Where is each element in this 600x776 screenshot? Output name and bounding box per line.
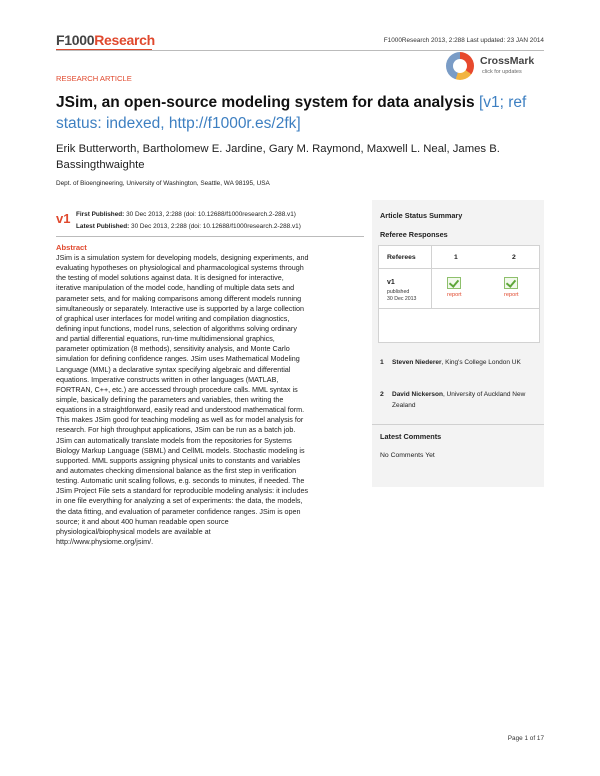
abstract-line: http://www.physiome.org/jsim/. — [56, 536, 154, 546]
logo-research-text: Research — [94, 32, 155, 48]
crossmark-subtitle: click for updates — [482, 69, 522, 75]
referee-responses-heading: Referee Responses — [380, 230, 448, 239]
referee-1-entry — [392, 357, 542, 368]
abstract-line: parameter sets, and for making comparisons among different models running — [56, 293, 302, 303]
referee-1-column-header: 1 — [454, 254, 458, 261]
abstract-line: iterative manipulation of the model code, handling of multiple data sets and — [56, 283, 295, 293]
abstract-line: FORTRAN, C++, etc.) are accessed through procedure calls. MML syntax is — [56, 384, 298, 394]
article-type-label: RESEARCH ARTICLE — [56, 74, 132, 83]
abstract-line: Biology Markup Language (SBML) and CellML models. Stochastic modeling is — [56, 445, 305, 455]
abstract-line: and automates checking dimensional balance as the first step in verification — [56, 465, 297, 475]
crossmark-icon — [446, 52, 474, 80]
version-label: v1 — [56, 211, 71, 226]
abstract-line: source; it and about 400 human readable open source — [56, 516, 229, 526]
page-number: Page 1 of 17 — [507, 735, 544, 742]
approved-check-icon — [504, 277, 518, 289]
referee-1-report-link[interactable]: report — [447, 292, 462, 298]
referee-2-report-link[interactable]: report — [504, 292, 519, 298]
no-comments-text: No Comments Yet — [380, 452, 435, 459]
sidebar-divider — [372, 424, 544, 425]
approved-check-icon — [447, 277, 461, 289]
crossmark-badge[interactable] — [446, 52, 544, 82]
article-title-text: JSim, an open-source modeling system for data analysis — [56, 94, 475, 111]
abstract-line: equations. Imperative constructs written in other languages (MATLAB, — [56, 374, 279, 384]
first-published-line — [76, 211, 296, 218]
article-status-sidebar — [372, 200, 544, 487]
referee-table — [378, 245, 540, 343]
referee-2-name: David Nickerson — [392, 391, 443, 398]
referees-column-header: Referees — [387, 254, 416, 261]
citation-meta: F1000Research 2013, 2:288 Last updated: 23 JAN 2014 — [383, 37, 544, 44]
article-title — [56, 92, 546, 134]
author-list: Erik Butterworth, Bartholomew E. Jardine, Gary M. Raymond, Maxwell L. Neal, James B. Bassingthwaighte — [56, 143, 500, 171]
referee-2-affiliation: , University of Auckland New Zealand — [392, 391, 526, 409]
latest-published-value: 30 Dec 2013, 2:288 (doi: 10.12688/f1000research.2-288.v1) — [129, 223, 301, 230]
latest-published-line — [76, 223, 301, 230]
latest-comments-heading: Latest Comments — [380, 432, 442, 441]
abstract-heading: Abstract — [56, 243, 87, 252]
table-column-divider — [431, 246, 432, 308]
first-published-value: 30 Dec 2013, 2:288 (doi: 10.12688/f1000research.2-288.v1) — [124, 211, 296, 218]
abstract-line: JSim is a simulation system for developing models, designing experiments, and — [56, 253, 309, 262]
author-affiliation: Dept. of Bioengineering, University of Washington, Seattle, WA 98195, USA — [56, 180, 270, 187]
abstract-line: of graphical user interfaces for model writing and compilation diagnostics, — [56, 313, 290, 323]
version-divider — [56, 236, 364, 237]
abstract-body — [56, 253, 368, 547]
abstract-line: simple, basically defining the parameters and variables, then writing the — [56, 394, 284, 404]
abstract-line: simultaneously or separately. Interactive use is supported by a large collection — [56, 303, 304, 313]
header-divider — [56, 50, 544, 51]
abstract-line: the testing of model solutions against data. It is designed for interactive, — [56, 273, 284, 283]
logo-f1000-text: F1000 — [56, 32, 95, 48]
abstract-line: supported. MML supports assigning physical units to constants and variables — [56, 455, 301, 465]
referee-2-number: 2 — [380, 391, 384, 398]
status-summary-heading: Article Status Summary — [380, 211, 463, 220]
referee-1-name: Steven Niederer — [392, 359, 442, 366]
abstract-line: the data fitting, and evaluation of parameter confidence ranges. JSim is open — [56, 506, 301, 516]
first-published-label: First Published: — [76, 211, 125, 218]
abstract-line: JSim can automatically translate models from the repositories for Systems — [56, 435, 292, 445]
abstract-line: defining input functions, model runs, selection of algorithms solving ordinary — [56, 323, 297, 333]
table-version-label: v1 — [387, 279, 395, 286]
table-row-divider — [379, 308, 539, 309]
abstract-line: This makes JSim good for teaching modeling as well as for model analysis for — [56, 415, 304, 425]
abstract-line: evaluating hypotheses on physiological and pharmacological systems through — [56, 263, 304, 273]
f1000research-logo[interactable] — [56, 32, 155, 48]
table-published-label: published — [387, 289, 410, 295]
abstract-line: testing. Automatic unit scaling follows, e.g. seconds to minutes, if needed. The — [56, 476, 305, 486]
referee-1-number: 1 — [380, 359, 384, 366]
crossmark-title: CrossMark — [480, 55, 535, 67]
abstract-line: Language (MML) a declarative syntax specifying algebraic and differential — [56, 364, 291, 374]
abstract-line: and partial differential equations, run-time multidimensional graphics, — [56, 334, 275, 344]
referee-2-entry — [392, 389, 542, 411]
crossmark-icon-center — [453, 59, 467, 73]
referee-1-affiliation: , King's College London UK — [441, 359, 521, 366]
abstract-line: equations in a straightforward, easily read and understood mathematical form. — [56, 405, 305, 415]
article-status-link[interactable]: [v1; ref status: indexed, http://f1000r.es/2fk] — [56, 94, 527, 132]
abstract-line: in one file everything for analyzing a set of experiments: the data, the models, — [56, 496, 303, 506]
abstract-line: parameter optimization (8 methods), sensitivity analysis, and Monte Carlo — [56, 344, 290, 354]
abstract-line: physiological/biophysical models are available at — [56, 526, 211, 536]
latest-published-label: Latest Published: — [76, 223, 130, 230]
abstract-line: research. For high throughput applications, JSim can be run as a batch job. — [56, 425, 296, 435]
abstract-line: simulation for defining confidence ranges. JSim uses Mathematical Modeling — [56, 354, 300, 364]
referee-2-column-header: 2 — [512, 254, 516, 261]
table-published-date: 30 Dec 2013 — [387, 296, 417, 302]
abstract-line: JSim Project File sets a standard for reproducible modeling analysis: it includes — [56, 486, 309, 496]
